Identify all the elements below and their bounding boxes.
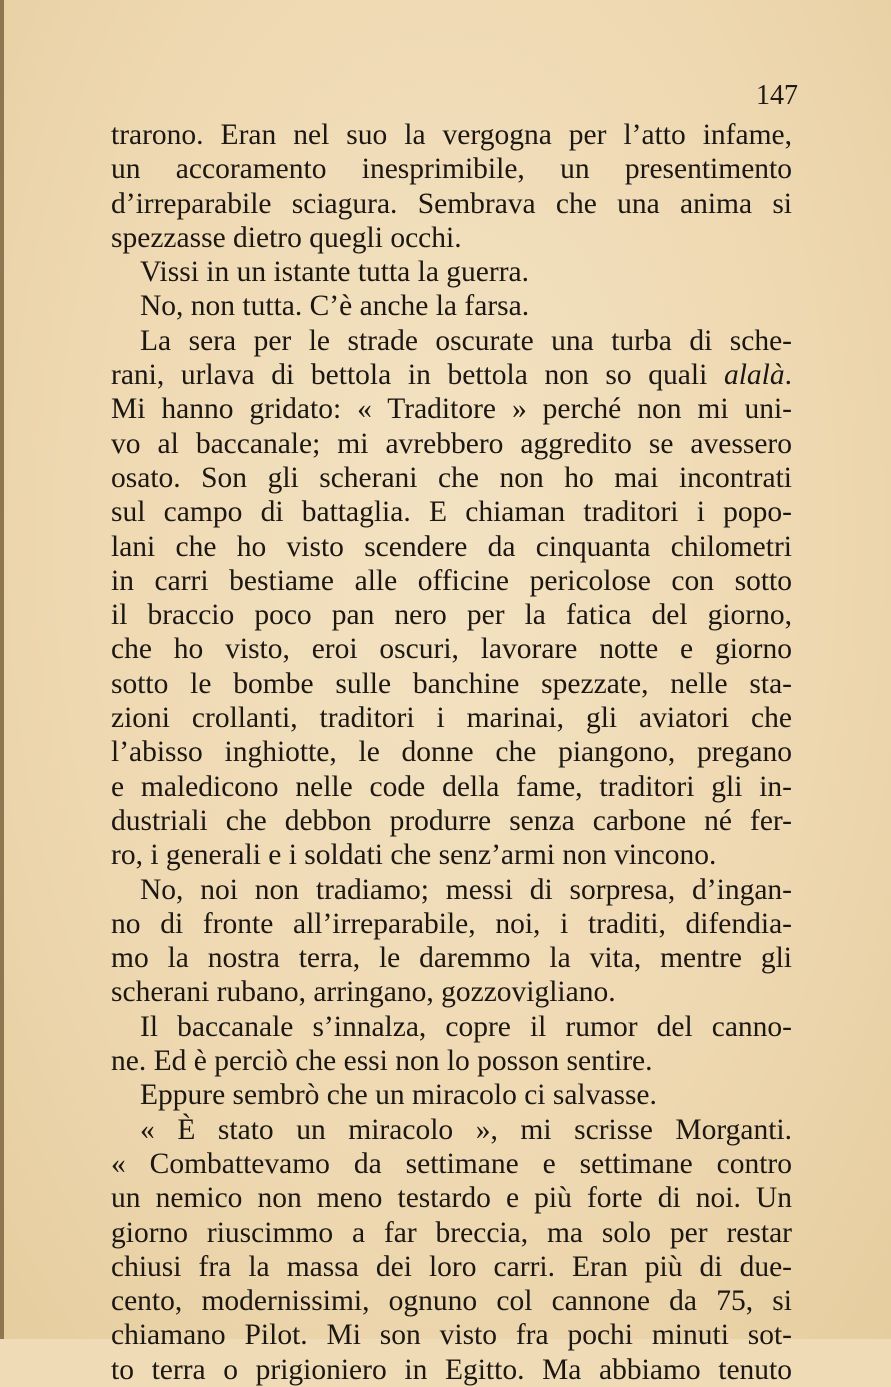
text-line: ne. Ed è perciò che essi non lo posson sentire. xyxy=(111,1045,653,1078)
text-line: « Combattevamo da settimane e settimane contro xyxy=(111,1147,792,1180)
text-line: un accoramento inesprimibile, un presentimento xyxy=(111,153,792,186)
text-line: Mi hanno gridato: « Traditore » perché non mi uni- xyxy=(111,393,792,426)
text-line: lani che ho visto scendere da cinquanta chilometri xyxy=(111,530,792,563)
text-line: in carri bestiame alle officine pericolose con sotto xyxy=(111,564,792,597)
text-line: Il baccanale s’innalza, copre il rumor del canno- xyxy=(140,1010,792,1043)
text-line: un nemico non meno testardo e più forte di noi. Un xyxy=(111,1182,792,1215)
text-line: d’irreparabile sciagura. Sembrava che una anima si xyxy=(111,187,792,220)
text-line: to terra o prigioniero in Egitto. Ma abbiamo tenuto xyxy=(111,1353,792,1386)
italic-word: alalà xyxy=(723,359,785,392)
text-line: Vissi in un istante tutta la guerra. xyxy=(140,256,530,289)
text-line: no di fronte all’irreparabile, noi, i traditi, difendia- xyxy=(111,907,792,940)
text-line: osato. Son gli scherani che non ho mai incontrati xyxy=(111,461,792,494)
text-line: Eppure sembrò che un miracolo ci salvasse. xyxy=(140,1079,657,1112)
text-line: La sera per le strade oscurate una turba di sche- xyxy=(140,324,792,357)
page-edge xyxy=(0,0,4,1339)
text-line: No, noi non tradiamo; messi di sorpresa, d’ingan- xyxy=(140,873,792,906)
text-line: No, non tutta. C’è anche la farsa. xyxy=(140,290,530,323)
text-line: ro, i generali e i soldati che senz’armi non vincono. xyxy=(111,839,717,872)
text-line: scherani rubano, arringano, gozzovigliano. xyxy=(111,976,616,1009)
text-line: sotto le bombe sulle banchine spezzate, nelle sta- xyxy=(111,667,792,700)
text-line: che ho visto, eroi oscuri, lavorare notte e giorno xyxy=(111,633,792,666)
text-line: rani, urlava di bettola in bettola non so quali alalà. xyxy=(111,359,792,392)
text-line: zioni crollanti, traditori i marinai, gli aviatori che xyxy=(111,702,792,735)
text-line: vo al baccanale; mi avrebbero aggredito se avessero xyxy=(111,427,792,460)
text-line: dustriali che debbon produrre senza carbone né fer- xyxy=(111,804,792,837)
text-line: mo la nostra terra, le daremmo la vita, mentre gli xyxy=(111,942,792,975)
text-line: chiamano Pilot. Mi son visto fra pochi minuti sot- xyxy=(111,1319,792,1352)
text-line: l’abisso inghiotte, le donne che piangono, pregano xyxy=(111,736,792,769)
body-text xyxy=(111,118,792,1387)
text-line: e maledicono nelle code della fame, traditori gli in- xyxy=(111,770,792,803)
text-line: sul campo di battaglia. E chiaman traditori i popo- xyxy=(111,496,792,529)
text-line: trarono. Eran nel suo la vergogna per l’atto infame, xyxy=(111,119,792,151)
text-line: « È stato un miracolo », mi scrisse Morganti. xyxy=(140,1113,792,1146)
text-line: chiusi fra la massa dei loro carri. Eran più di due- xyxy=(111,1250,792,1283)
page-number: 147 xyxy=(756,80,798,111)
text-line: cento, modernissimi, ognuno col cannone da 75, si xyxy=(111,1285,792,1318)
text-line: spezzasse dietro quegli occhi. xyxy=(111,221,462,254)
text-line: il braccio poco pan nero per la fatica del giorno, xyxy=(111,599,792,632)
text-line: giorno riuscimmo a far breccia, ma solo per restar xyxy=(111,1216,792,1249)
